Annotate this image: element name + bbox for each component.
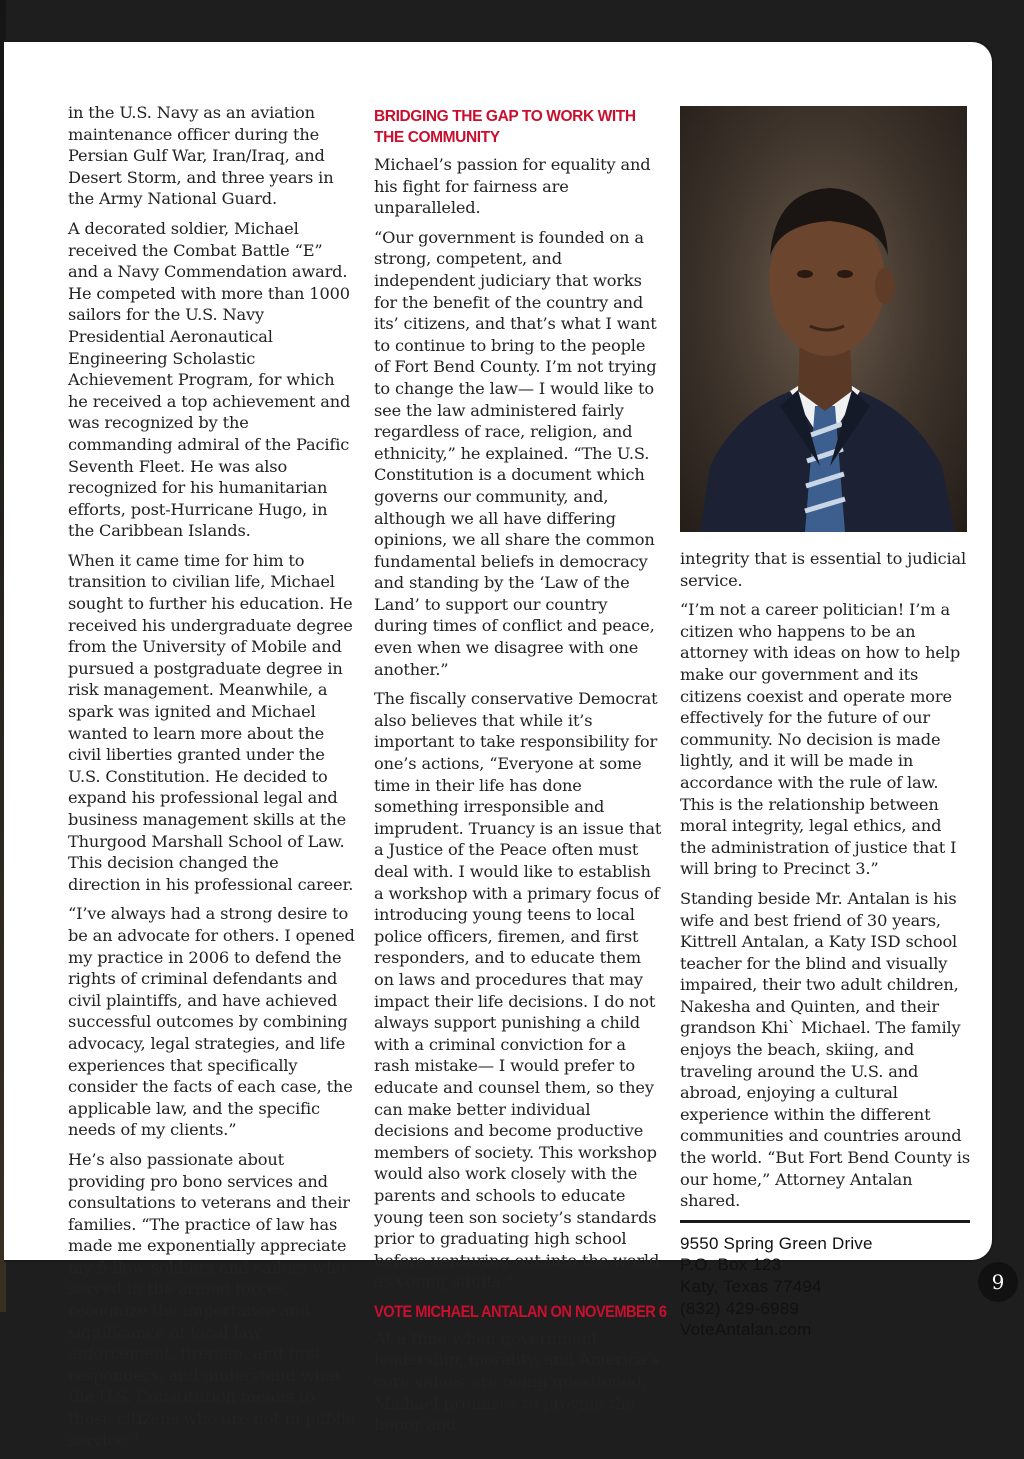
portrait-illustration: [680, 106, 967, 532]
section-heading-vote: VOTE MICHAEL ANTALAN ON NOVEMBER 6: [374, 1301, 667, 1321]
contact-block: [680, 1233, 970, 1341]
contact-street: 9550 Spring Green Drive: [680, 1233, 873, 1253]
paragraph: When it came time for him to transition to civilian life, Michael sought to further his education. He received his undergraduate degree from the University of Mobile and pursued a postgraduate degree in risk management. Meanwhile, a spark was ignited and Michael wanted to learn more about the civil liberties granted under the U.S. Constitution. He decided to expand his professional legal and business management skills at the Thurgood Marshall School of Law. This decision changed the direction in his professional career.: [68, 550, 354, 894]
paragraph: He’s also passionate about providing pro bono services and consultations to veterans and their families. “The practice of law has made me exponentially appreciate my fellow soldiers and sailors who served in the armed forces, recognize the importance and significance of local law enforcement, fireman, and first responders, and understand what the U.S. Constitution means to those citizens who are not in public service.”: [68, 1149, 355, 1450]
article-column-2: [374, 102, 667, 1444]
paragraph: “I’ve always had a strong desire to be an advocate for others. I opened my practice in 2006 to defend the rights of criminal defendants and civil plaintiffs, and have achieved successful outcomes by combining advocacy, legal strategies, and life experiences that specifically consider the facts of each case, the applicable law, and the specific needs of my clients.”: [68, 904, 355, 1140]
paragraph: At a time when government leadership, morality, and America’s core values are being questioned, Michael promises to provide the honor and: [374, 1328, 660, 1435]
contact-phone[interactable]: (832) 429-6989: [680, 1298, 800, 1318]
article-column-3: [680, 548, 970, 1341]
paragraph: “I’m not a career politician! I’m a citizen who happens to be an attorney with ideas on how to help make our government and its citizens coexist and operate more effectively for the future of our community. No decision is made lightly, and it will be made in accordance with the rule of law. This is the relationship between moral integrity, legal ethics, and the administration of justice that I will bring to Precinct 3.”: [680, 600, 961, 879]
paragraph: A decorated soldier, Michael received the Combat Battle “E” and a Navy Commendation award. He competed with more than 1000 sailors for the U.S. Navy Presidential Aeronautical Engineering Scholastic Achievement Program, for which he received a top achievement and was recognized by the commanding admiral of the Pacific Seventh Fleet. He was also recognized for his humanitarian efforts, post-Hurricane Hugo, in the Caribbean Islands.: [68, 218, 351, 541]
candidate-portrait-photo: [680, 106, 967, 532]
paragraph: in the U.S. Navy as an aviation maintenance officer during the Persian Gulf War, Iran/Iraq, and Desert Storm, and three years in the Army National Guard.: [68, 103, 334, 209]
paragraph: integrity that is essential to judicial service.: [680, 549, 967, 590]
contact-city: Katy, Texas 77494: [680, 1277, 822, 1296]
paragraph: Standing beside Mr. Antalan is his wife and best friend of 30 years, Kittrell Antalan, a Katy ISD school teacher for the blind and visually impaired, their two adult children, Nakesha and Quinten, and their grandson Khi` Michael. The family enjoys the beach, skiing, and traveling around the U.S. and abroad, enjoying a cultural experience within the different communities and countries around the world. “But Fort Bend County is our home,” Attorney Antalan shared.: [680, 888, 970, 1211]
paragraph: Michael’s passion for equality and his fight for fairness are unparalleled.: [374, 155, 651, 218]
section-heading-community: BRIDGING THE GAP TO WORK WITH THE COMMUNITY: [374, 108, 636, 146]
contact-po-box: P.O. Box 123: [680, 1255, 782, 1275]
article-page: [4, 40, 994, 1450]
page-number: 9: [978, 1262, 1018, 1302]
divider: [680, 1220, 970, 1223]
paragraph: The fiscally conservative Democrat also believes that while it’s important to take responsibility for one’s actions, “Everyone at some time in their life has done something irresponsible and imprudent. Truancy is an issue that a Justice of the Peace often must deal with. I would like to establish a workshop with a primary focus of introducing young teens to local police officers, firemen, and first responders, and to educate them on laws and procedures that may impact their life decisions. I do not always support punishing a child with a criminal conviction for a rash mistake— I would prefer to educate and counsel them, so they can make better individual decisions and become productive members of society. This workshop would also work closely with the parents and schools to educate young teen son society’s standards prior to graduating high school before venturing out into the world as young adults.”: [374, 689, 662, 1292]
article-column-1: [68, 102, 356, 1459]
paragraph: “Our government is founded on a strong, competent, and independent judiciary that works for the benefit of the country and its’ citizens, and that’s what I want to continue to bring to the people of Fort Bend County. I’m not trying to change the law— I would like to see the law administered fairly regardless of race, religion, and ethnicity,” he explained. “The U.S. Constitution is a document which governs our community, and, although we all have differing opinions, we all share the common fundamental beliefs in democracy and standing by the ‘Law of the Land’ to support our country during times of conflict and peace, even when we disagree with one another.”: [374, 227, 657, 679]
contact-website-link[interactable]: VoteAntalan.com: [680, 1320, 812, 1340]
